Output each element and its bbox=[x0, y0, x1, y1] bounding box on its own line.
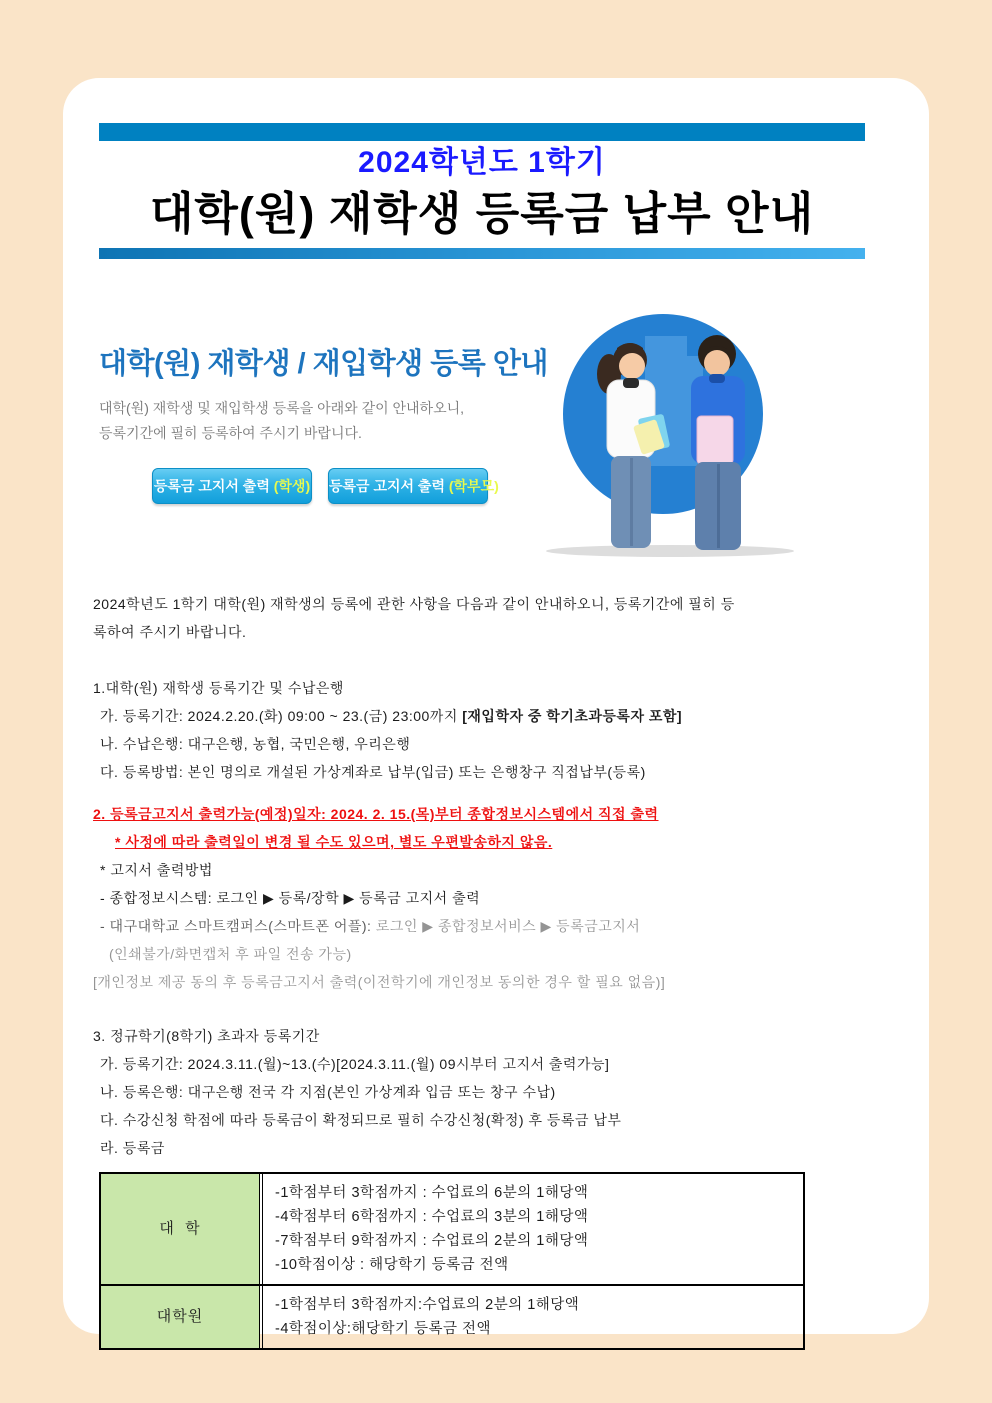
section2-method1: - 종합정보시스템: 로그인 ▶ 등록/장학 ▶ 등록금 고지서 출력 bbox=[100, 890, 481, 906]
section1-item-na: 나. 수납은행: 대구은행, 농협, 국민은행, 우리은행 bbox=[100, 736, 411, 752]
intro-line2: 록하여 주시기 바랍니다. bbox=[93, 624, 247, 640]
table-row-gradschool bbox=[101, 1284, 803, 1348]
banner-subtitle-line1: 대학(원) 재학생 및 재입학생 등록을 아래와 같이 안내하오니, bbox=[99, 400, 465, 416]
section1-item-da: 다. 등록방법: 본인 명의로 개설된 가상계좌로 납부(입금) 또는 은행창구 직접납부(등록) bbox=[100, 764, 646, 780]
print-bill-student-label: 등록금 고지서 출력 bbox=[153, 478, 274, 494]
table-cell-gradschool: -1학점부터 3학점까지:수업료의 2분의 1해당액 -4학점이상:해당학기 등록금 전액 bbox=[259, 1286, 803, 1348]
table-cell-university: -1학점부터 3학점까지 : 수업료의 6분의 1해당액 -4학점부터 6학점까지 : 수업료의 3분의 1해당액 -7학점부터 9학점까지 : 수업료의 2분의 1해당액 -10학점이상 : 해당학기 등록금 전액 bbox=[259, 1174, 803, 1284]
header-top-bar bbox=[99, 123, 865, 141]
registration-banner bbox=[99, 303, 839, 565]
print-bill-parent-button[interactable] bbox=[328, 468, 499, 504]
table-label-gradschool: 대학원 bbox=[101, 1286, 259, 1348]
section2-heading: 2. 등록금고지서 출력가능(예정)일자: 2024. 2. 15.(목)부터 종합정보시스템에서 직접 출력 bbox=[93, 806, 659, 822]
notice-card bbox=[63, 78, 929, 1337]
banner-subtitle-line2: 등록기간에 필히 등록하여 주시기 바랍니다. bbox=[99, 425, 362, 441]
page-title: 대학(원) 재학생 등록금 납부 안내 bbox=[149, 188, 815, 239]
banner-title: 대학(원) 재학생 / 재입학생 등록 안내 bbox=[99, 348, 548, 380]
table-row-university bbox=[101, 1174, 803, 1284]
semester-title: 2024학년도 1학기 bbox=[358, 146, 606, 179]
table-label-university: 대 학 bbox=[101, 1174, 259, 1284]
header-gradient-bar bbox=[99, 248, 865, 259]
section1-item-ga: 가. 등록기간: 2024.2.20.(화) 09:00 ~ 23.(금) 23:00까지 [재입학자 중 학기초과등록자 포함] bbox=[100, 708, 683, 724]
print-bill-parent-label: 등록금 고지서 출력 bbox=[329, 478, 449, 494]
section3-item-na: 나. 등록은행: 대구은행 전국 각 지점(본인 가상계좌 입금 또는 창구 수납) bbox=[100, 1084, 556, 1100]
print-bill-student-accent: (학생) bbox=[273, 478, 311, 494]
section1-item-ga-bold: [재입학자 중 학기초과등록자 포함] bbox=[462, 708, 683, 724]
section2-method2: - 대구대학교 스마트캠퍼스(스마트폰 어플): 로그인 ▶ 종합정보서비스 ▶ 등록금고지서 bbox=[100, 918, 641, 934]
print-bill-parent-accent: (학부모) bbox=[448, 478, 499, 494]
print-bill-student-button[interactable] bbox=[152, 468, 312, 504]
section1-heading: 1.대학(원) 재학생 등록기간 및 수납은행 bbox=[93, 680, 344, 696]
header bbox=[99, 78, 865, 259]
section3-heading: 3. 정규학기(8학기) 초과자 등록기간 bbox=[93, 1028, 320, 1044]
section2-privacy-note: [개인정보 제공 동의 후 등록금고지서 출력(이전학기에 개인정보 동의한 경우 할 필요 없음)] bbox=[93, 974, 666, 990]
section2-method2-note: (인쇄불가/화면캡처 후 파일 전송 가능) bbox=[109, 946, 352, 962]
section2-method-title: * 고지서 출력방법 bbox=[100, 862, 213, 878]
section3-item-ga: 가. 등록기간: 2024.3.11.(월)~13.(수)[2024.3.11.(월) 09시부터 고지서 출력가능] bbox=[100, 1056, 610, 1072]
floor-shadow bbox=[546, 545, 794, 557]
notice-body bbox=[93, 590, 905, 1350]
section3-item-da: 다. 수강신청 학점에 따라 등록금이 확정되므로 필히 수강신청(확정) 후 등록금 납부 bbox=[100, 1112, 622, 1128]
tuition-table bbox=[99, 1172, 805, 1350]
section2-note: * 사정에 따라 출력일이 변경 될 수도 있으며, 별도 우편발송하지 않음. bbox=[115, 834, 553, 850]
intro-line1: 2024학년도 1학기 대학(원) 재학생의 등록에 관한 사항을 다음과 같이 안내하오니, 등록기간에 필히 등 bbox=[93, 596, 735, 612]
students-photo bbox=[545, 308, 795, 560]
section3-item-ra: 라. 등록금 bbox=[100, 1140, 165, 1156]
section2-method2-path: 로그인 ▶ 종합정보서비스 ▶ 등록금고지서 bbox=[375, 918, 641, 934]
